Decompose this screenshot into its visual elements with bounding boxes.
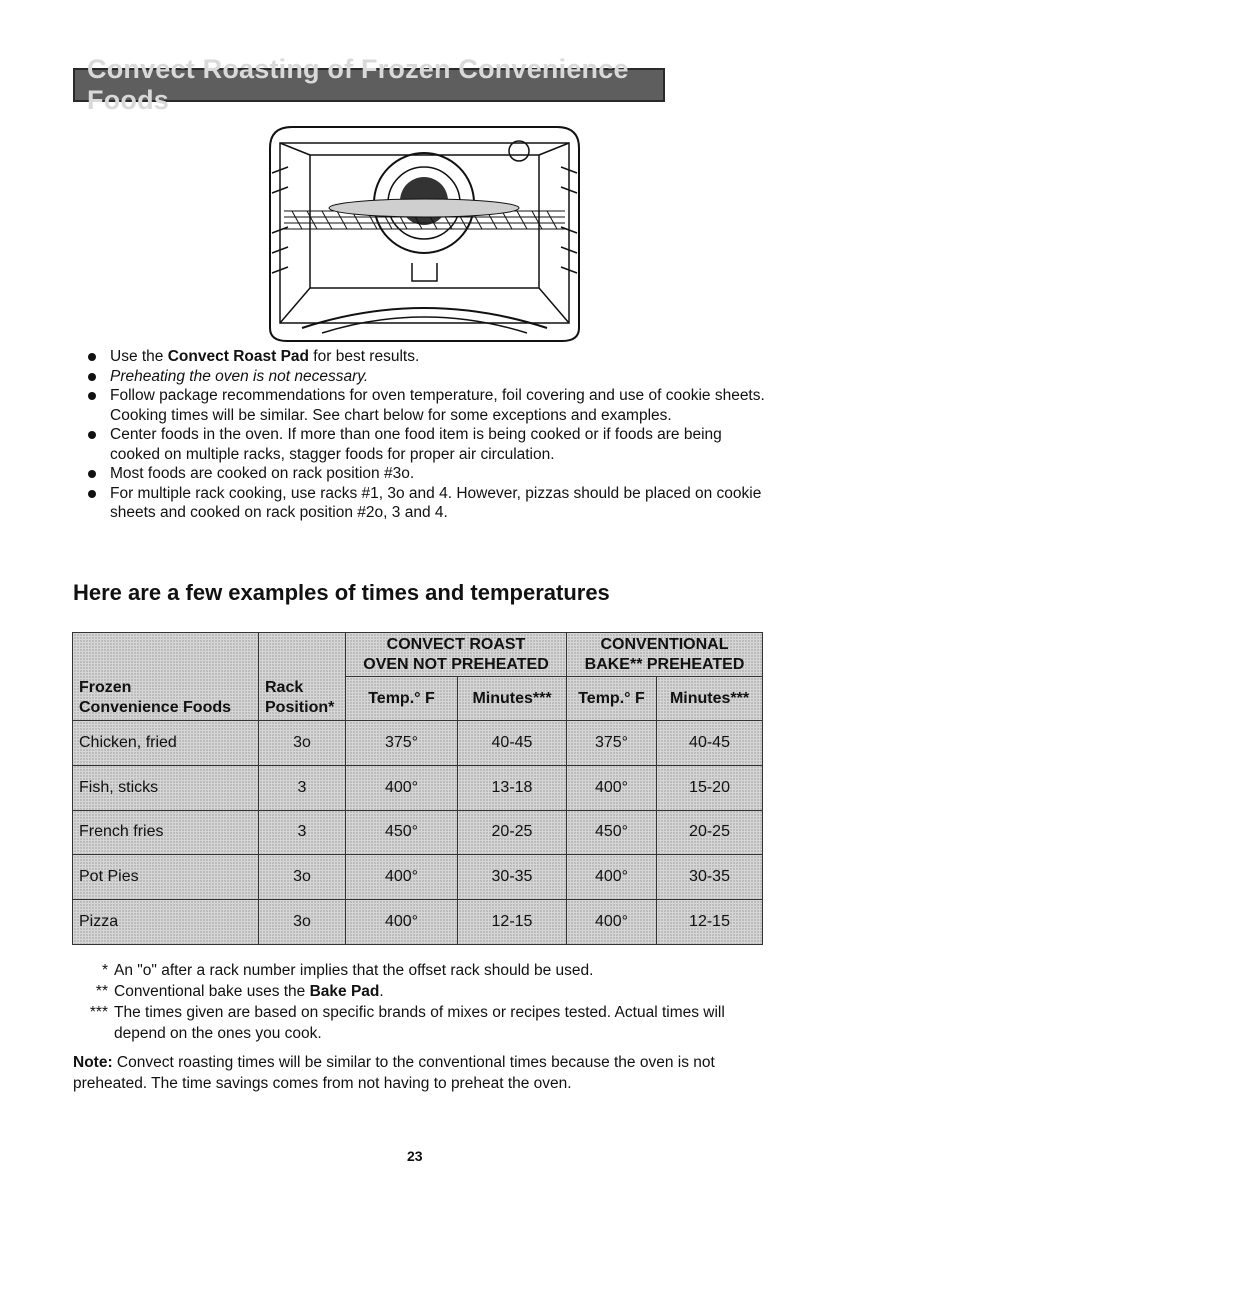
table-row: Pot Pies 3o 400° 30-35 400° 30-35 bbox=[73, 855, 763, 900]
page-number: 23 bbox=[407, 1148, 423, 1164]
table-row: Fish, sticks 3 400° 13-18 400° 15-20 bbox=[73, 765, 763, 810]
section-title: Convect Roasting of Frozen Convenience Foods bbox=[87, 54, 629, 115]
table-row: French fries 3 450° 20-25 450° 20-25 bbox=[73, 810, 763, 855]
convect-temp-header: Temp.° F bbox=[346, 677, 458, 721]
list-item: Center foods in the oven. If more than one food item is being cooked or if foods are being cooked on multiple racks, stagger foods for proper air circulation. bbox=[88, 425, 768, 464]
list-item: For multiple rack cooking, use racks #1, 3o and 4. However, pizzas should be placed on cookie sheets and cooked on rack position #2o, 3 and 4. bbox=[88, 484, 768, 523]
list-item: Most foods are cooked on rack position #3o. bbox=[88, 464, 768, 484]
conventional-bake-group-header: CONVENTIONAL BAKE** PREHEATED bbox=[567, 633, 763, 677]
table-row: Chicken, fried 3o 375° 40-45 375° 40-45 bbox=[73, 721, 763, 766]
footnote: ** Conventional bake uses the Bake Pad. bbox=[95, 983, 384, 1000]
list-item: Follow package recommendations for oven temperature, foil covering and use of cookie sheets. Cooking times will be similar. See chart below for some exceptions and examples. bbox=[88, 386, 768, 425]
conventional-temp-header: Temp.° F bbox=[567, 677, 657, 721]
list-item: Use the Convect Roast Pad for best results. bbox=[88, 347, 768, 367]
times-temperatures-table bbox=[72, 632, 763, 945]
food-column-header: Frozen Convenience Foods bbox=[73, 633, 259, 721]
note-paragraph: Note: Convect roasting times will be similar to the conventional times because the oven is not preheated. The time savings comes from not having to preheat the oven. bbox=[73, 1054, 715, 1092]
section-title-bar bbox=[73, 54, 665, 115]
oven-interior-illustration bbox=[262, 123, 587, 345]
convect-minutes-header: Minutes*** bbox=[458, 677, 567, 721]
footnote: * An "o" after a rack number implies that the offset rack should be used. bbox=[101, 962, 594, 979]
convect-roast-group-header: CONVECT ROAST OVEN NOT PREHEATED bbox=[346, 633, 567, 677]
rack-column-header: Rack Position* bbox=[259, 633, 346, 721]
examples-heading: Here are a few examples of times and temperatures bbox=[73, 580, 610, 605]
list-item: Preheating the oven is not necessary. bbox=[88, 367, 768, 387]
table-row: Pizza 3o 400° 12-15 400° 12-15 bbox=[73, 900, 763, 945]
footnotes bbox=[80, 960, 770, 1044]
footnote: *** The times given are based on specific brands of mixes or recipes tested. Actual times will depend on the ones you cook. bbox=[89, 1004, 725, 1042]
instructions-list bbox=[88, 347, 768, 523]
conventional-minutes-header: Minutes*** bbox=[657, 677, 763, 721]
